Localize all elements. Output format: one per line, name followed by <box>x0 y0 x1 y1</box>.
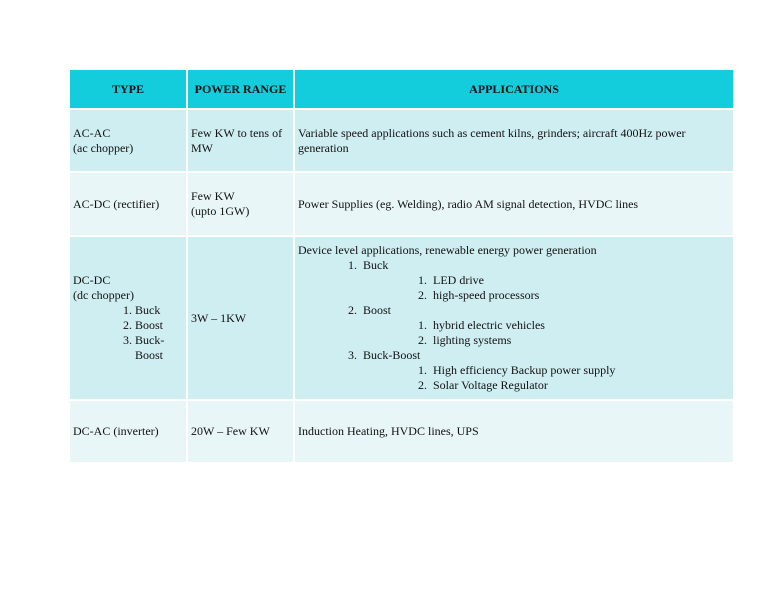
header-row <box>70 70 733 110</box>
range-cell: Few KW (upto 1GW) <box>188 173 295 237</box>
range-cell: 20W – Few KW <box>188 401 295 464</box>
table-row <box>70 110 733 173</box>
list-item: 2. high-speed processors <box>418 288 540 302</box>
application-list <box>298 258 730 393</box>
type-cell: DC-DC (dc chopper) 1. Buck 2. Boost 3. Buck- Boost <box>70 237 188 401</box>
table-row <box>70 237 733 401</box>
applications-cell: Power Supplies (eg. Welding), radio AM signal detection, HVDC lines <box>295 173 733 237</box>
table-row <box>70 401 733 464</box>
list-item: 1. High efficiency Backup power supply <box>418 363 616 377</box>
list-item: 1. Buck 1. LED drive 2. high-speed processors <box>298 258 730 303</box>
header-type: TYPE <box>70 70 188 110</box>
list-item: 2. Boost 1. hybrid electric vehicles 2. lighting systems <box>298 303 730 348</box>
applications-cell: Device level applications, renewable energy power generation 1. Buck 1. LED drive 2. high-speed processors 2. Boost 1. hybrid electric vehicles 2. lighting systems 3. Buck-Boost 1. High efficiency Backup power supply 2. Solar Voltage Regulator <box>295 237 733 401</box>
type-cell: DC-AC (inverter) <box>70 401 188 464</box>
table-row <box>70 173 733 237</box>
list-item: 1. LED drive <box>418 273 484 287</box>
applications-cell: Induction Heating, HVDC lines, UPS <box>295 401 733 464</box>
header-applications: APPLICATIONS <box>295 70 733 110</box>
type-cell: AC-DC (rectifier) <box>70 173 188 237</box>
list-item: 2. Solar Voltage Regulator <box>418 378 548 392</box>
list-item: 2. Boost <box>123 318 164 332</box>
list-item: 2. lighting systems <box>418 333 512 347</box>
list-item: 1. Buck <box>123 303 161 317</box>
type-cell: AC-AC (ac chopper) <box>70 110 188 173</box>
converter-subtype-list <box>73 303 183 363</box>
range-cell: Few KW to tens of MW <box>188 110 295 173</box>
converter-table <box>70 70 733 464</box>
applications-cell: Variable speed applications such as cement kilns, grinders; aircraft 400Hz power generation <box>295 110 733 173</box>
header-power-range: POWER RANGE <box>188 70 295 110</box>
list-item: Boost <box>135 348 164 362</box>
list-item: 1. hybrid electric vehicles <box>418 318 545 332</box>
list-item: 3. Buck- <box>123 333 165 347</box>
list-item: 3. Buck-Boost 1. High efficiency Backup power supply 2. Solar Voltage Regulator <box>298 348 730 393</box>
range-cell: 3W – 1KW <box>188 237 295 401</box>
